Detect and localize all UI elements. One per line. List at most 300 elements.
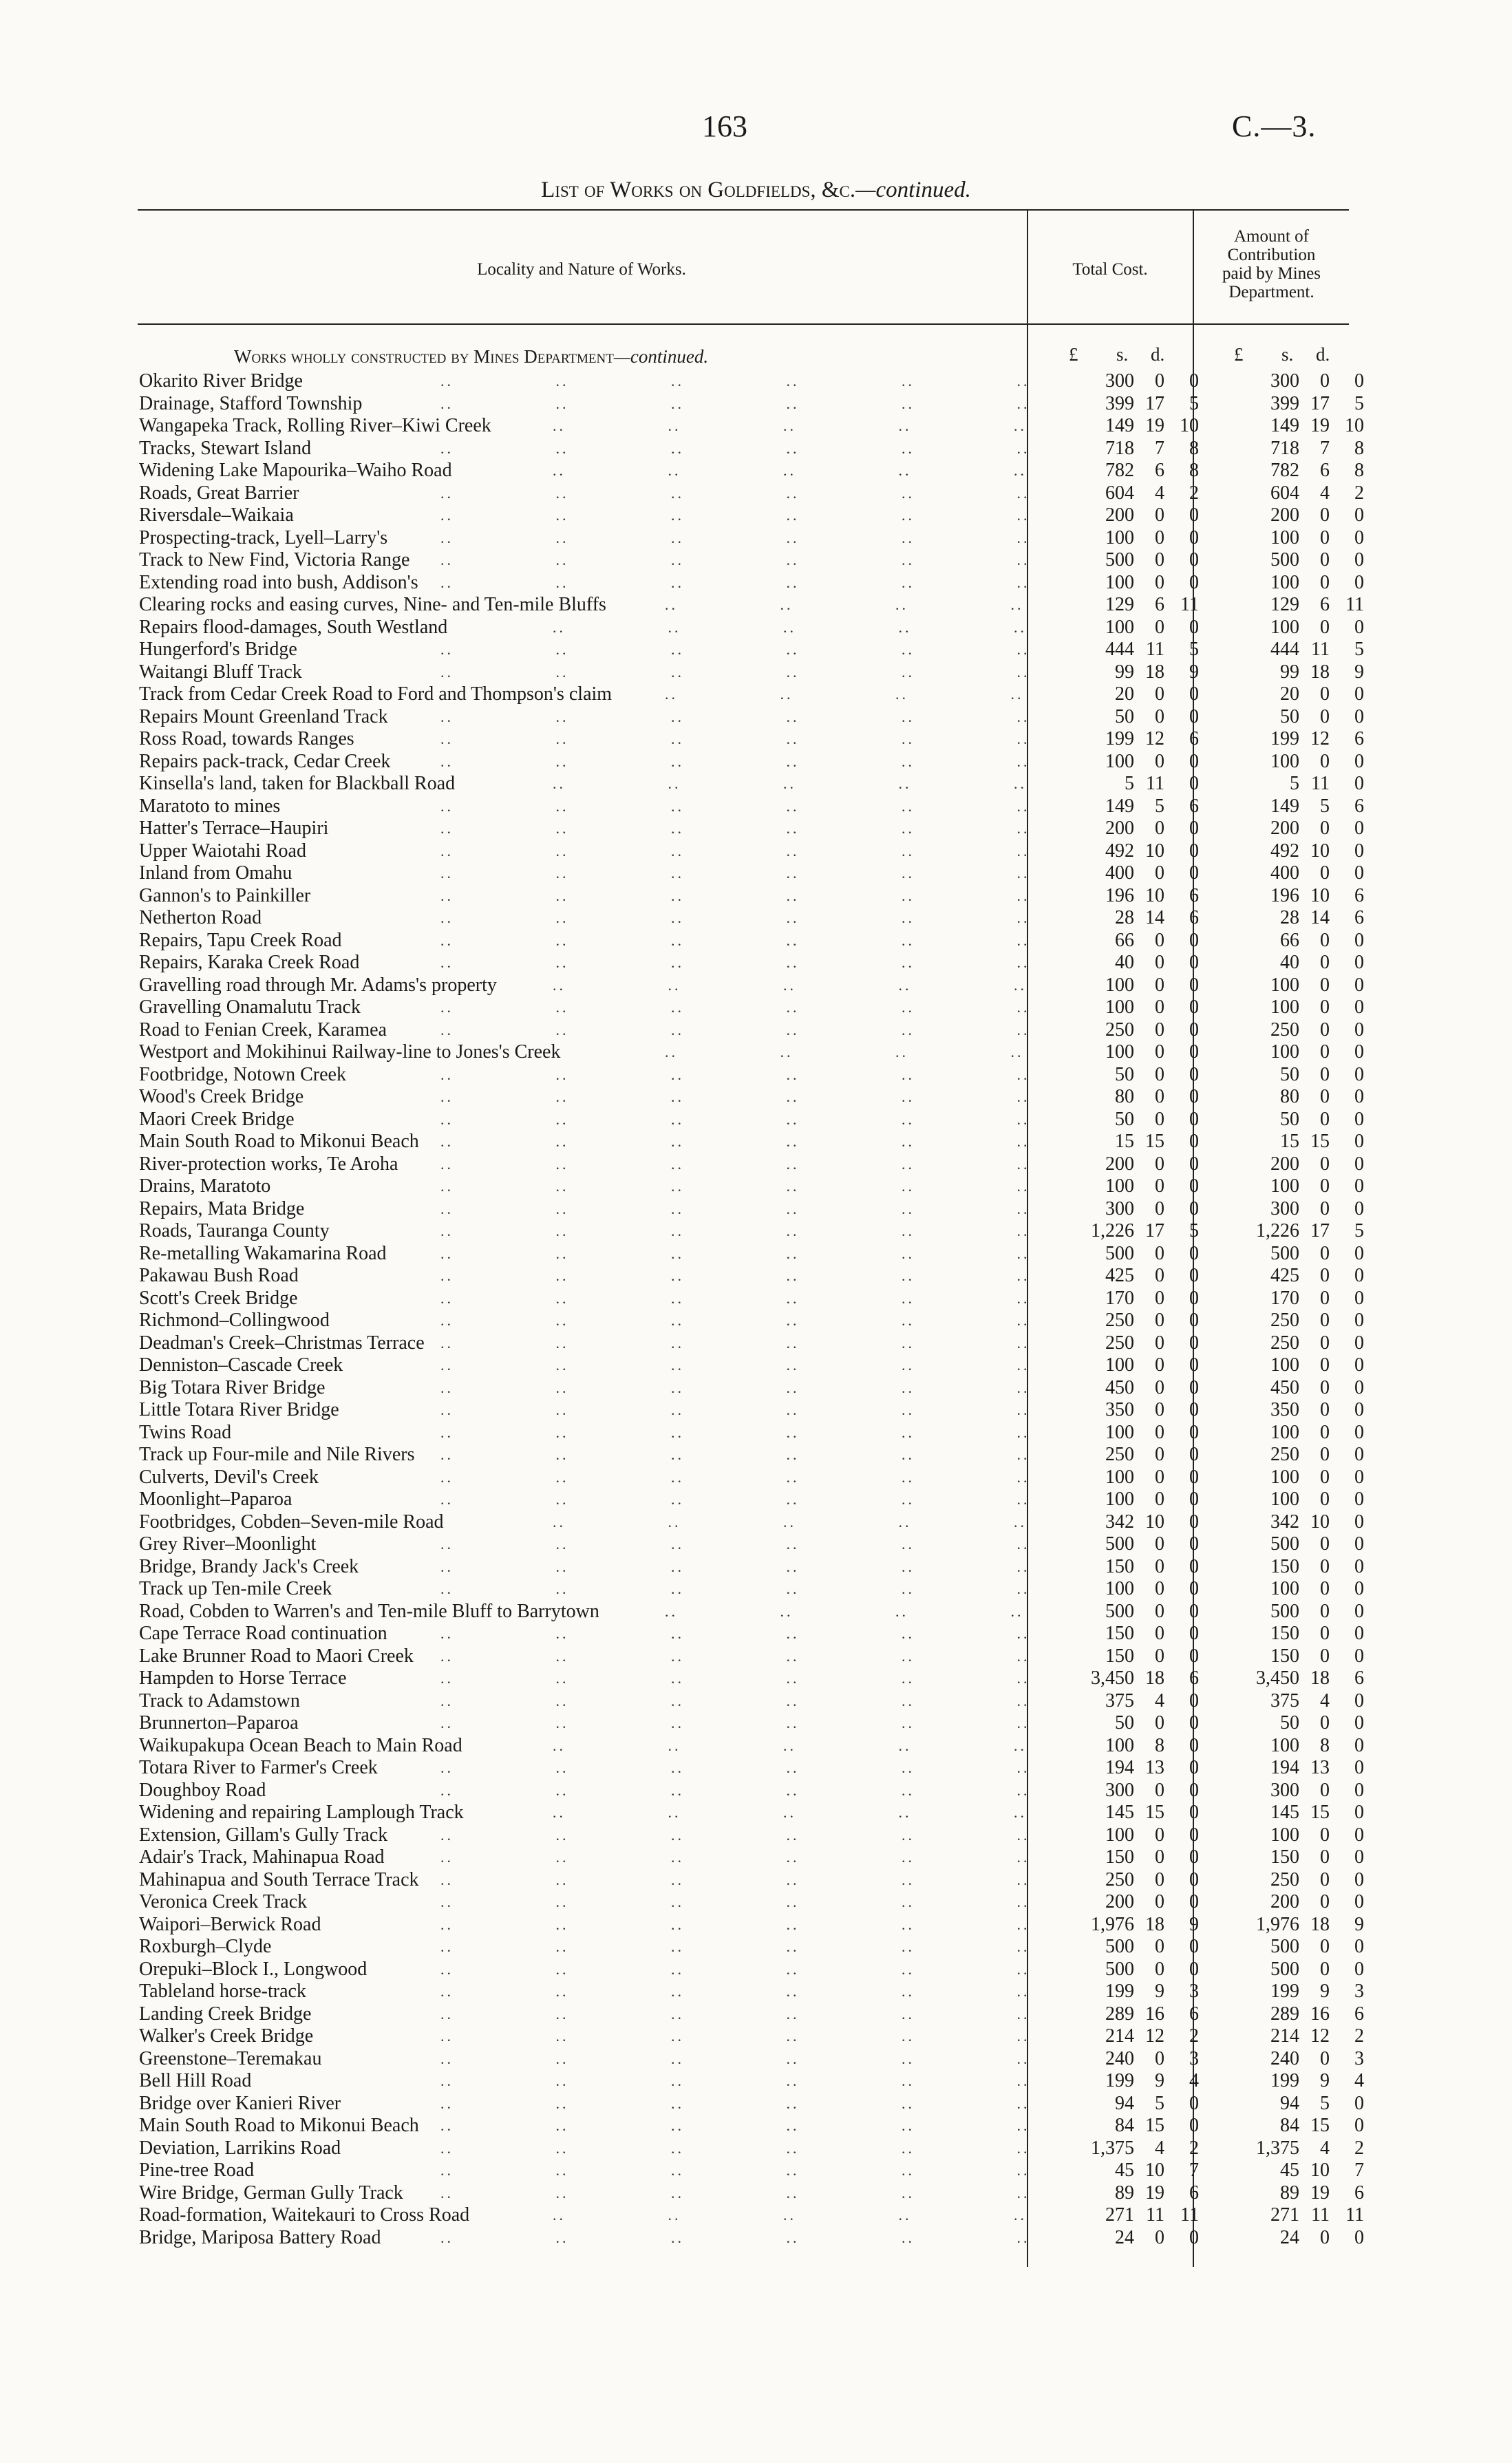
- work-name: Widening and repairing Lamplough Track: [139, 1802, 464, 1823]
- contribution-pence: 0: [1354, 1332, 1364, 1354]
- contribution-shillings: 0: [1320, 996, 1330, 1018]
- table-row: [0, 1801, 1512, 1824]
- leader-dots: .. .. .. .. .. ..: [440, 752, 1030, 770]
- leader-dots: .. .. .. .. ..: [553, 462, 1027, 479]
- contribution-pounds: 150: [1270, 1645, 1299, 1667]
- total-pence: 0: [1189, 1444, 1199, 1465]
- table-row: [0, 1063, 1512, 1086]
- total-pence: 0: [1189, 818, 1199, 839]
- work-name: Repairs, Tapu Creek Road: [139, 929, 342, 951]
- work-name: Ross Road, towards Ranges: [139, 728, 354, 749]
- contribution-pence: 0: [1354, 1578, 1364, 1599]
- contribution-pounds: 100: [1270, 750, 1299, 772]
- total-shillings: 17: [1145, 392, 1164, 414]
- total-pounds: 145: [1105, 1802, 1134, 1823]
- table-row: [0, 414, 1512, 437]
- total-pence: 6: [1189, 2182, 1199, 2204]
- contribution-shillings: 12: [1310, 728, 1330, 749]
- currency-pounds: £: [1069, 344, 1078, 365]
- leader-dots: .. .. .. .. .. ..: [440, 2027, 1030, 2045]
- contribution-pounds: 200: [1270, 1891, 1299, 1912]
- table-row: [0, 1085, 1512, 1108]
- total-pence: 0: [1189, 1689, 1199, 1712]
- work-name: Doughboy Road: [139, 1779, 266, 1801]
- work-name: Westport and Mokihinui Railway-line to Jones's Creek: [139, 1041, 561, 1063]
- total-shillings: 11: [1146, 2204, 1164, 2226]
- leader-dots: .. .. .. .. .. ..: [440, 641, 1030, 658]
- contribution-pounds: 149: [1270, 415, 1299, 436]
- work-name: Footbridge, Notown Creek: [139, 1063, 346, 1085]
- total-shillings: 0: [1155, 1086, 1164, 1107]
- total-shillings: 0: [1155, 1645, 1164, 1667]
- total-shillings: 0: [1155, 929, 1164, 951]
- contribution-shillings: 0: [1320, 504, 1330, 526]
- table-row: [0, 392, 1512, 415]
- total-pounds: 500: [1105, 1958, 1134, 1980]
- total-pounds: 196: [1105, 884, 1134, 906]
- contribution-pounds: 50: [1280, 1712, 1299, 1734]
- contribution-pounds: 100: [1270, 1041, 1299, 1063]
- contribution-pounds: 200: [1270, 818, 1299, 839]
- contribution-pounds: 3,450: [1256, 1667, 1299, 1689]
- contribution-pounds: 150: [1270, 1846, 1299, 1868]
- table-row: [0, 548, 1512, 571]
- total-pounds: 300: [1105, 370, 1134, 392]
- contribution-shillings: 0: [1320, 1533, 1330, 1555]
- total-pounds: 250: [1105, 1868, 1134, 1890]
- contribution-shillings: 9: [1320, 1981, 1330, 2002]
- table-row: [0, 2226, 1512, 2249]
- leader-dots: .. .. .. .. .. ..: [440, 1714, 1030, 1731]
- total-shillings: 8: [1155, 1734, 1164, 1756]
- total-shillings: 6: [1155, 594, 1164, 615]
- total-shillings: 11: [1146, 639, 1164, 660]
- contribution-pounds: 444: [1270, 639, 1299, 660]
- contribution-pounds: 5: [1290, 773, 1299, 794]
- contribution-pence: 5: [1354, 1220, 1364, 1241]
- work-name: Bridge, Brandy Jack's Creek: [139, 1555, 359, 1577]
- total-pounds: 100: [1105, 1354, 1134, 1376]
- work-name: Extending road into bush, Addison's: [139, 571, 418, 593]
- total-shillings: 10: [1145, 2160, 1164, 2181]
- table-row: [0, 1197, 1512, 1220]
- contribution-pounds: 24: [1280, 2226, 1299, 2248]
- contribution-pounds: 100: [1270, 974, 1299, 996]
- total-pounds: 50: [1115, 1712, 1134, 1734]
- table-row: [0, 1824, 1512, 1846]
- total-shillings: 0: [1155, 1936, 1164, 1957]
- header-contribution-line: Amount of: [1233, 227, 1310, 246]
- work-name: Deadman's Creek–Christmas Terrace: [139, 1332, 425, 1354]
- work-name: Hampden to Horse Terrace: [139, 1667, 347, 1689]
- total-pounds: 150: [1105, 1846, 1134, 1868]
- contribution-pence: 0: [1354, 1197, 1364, 1219]
- total-shillings: 0: [1155, 1600, 1164, 1622]
- total-pounds: 500: [1105, 549, 1134, 571]
- leader-dots: .. .. .. .. .. ..: [440, 1983, 1030, 2000]
- total-pence: 4: [1189, 2070, 1199, 2091]
- table-row: [0, 2092, 1512, 2115]
- total-shillings: 0: [1155, 370, 1164, 392]
- table-row: [0, 482, 1512, 504]
- total-shillings: 0: [1155, 526, 1164, 548]
- total-pence: 6: [1189, 795, 1199, 817]
- table-row: [0, 884, 1512, 907]
- total-pence: 0: [1189, 1197, 1199, 1219]
- work-name: Adair's Track, Mahinapua Road: [139, 1846, 385, 1868]
- total-pounds: 200: [1105, 1891, 1134, 1912]
- contribution-pence: 0: [1354, 1310, 1364, 1331]
- table-row: [0, 1443, 1512, 1466]
- contribution-pence: 0: [1354, 370, 1364, 392]
- contribution-pence: 0: [1354, 1466, 1364, 1488]
- work-name: Roads, Great Barrier: [139, 482, 299, 504]
- work-name: Cape Terrace Road continuation: [139, 1623, 387, 1644]
- contribution-pounds: 80: [1280, 1086, 1299, 1107]
- leader-dots: .. .. .. .. .. ..: [440, 1334, 1030, 1352]
- table-row: [0, 1153, 1512, 1175]
- contribution-pence: 0: [1354, 2226, 1364, 2248]
- contribution-pounds: 400: [1270, 862, 1299, 884]
- contribution-pounds: 100: [1270, 1824, 1299, 1846]
- contribution-pence: 0: [1354, 1108, 1364, 1130]
- total-pence: 0: [1189, 1421, 1199, 1443]
- leader-dots: .. .. .. .. .. ..: [440, 2005, 1030, 2023]
- contribution-pence: 0: [1354, 1824, 1364, 1846]
- total-pence: 9: [1189, 1913, 1199, 1935]
- table-row: [0, 1913, 1512, 1936]
- table-row: [0, 1511, 1512, 1533]
- contribution-shillings: 0: [1320, 2226, 1330, 2248]
- header-total-cost: Total Cost.: [1072, 260, 1148, 279]
- contribution-pence: 3: [1354, 2047, 1364, 2069]
- contribution-pounds: 94: [1280, 2092, 1299, 2114]
- total-pence: 6: [1189, 1667, 1199, 1689]
- table-row: [0, 1577, 1512, 1600]
- work-name: Little Totara River Bridge: [139, 1399, 339, 1420]
- leader-dots: .. .. .. .. .. ..: [440, 1065, 1030, 1083]
- contribution-pence: 0: [1354, 1265, 1364, 1286]
- total-pence: 0: [1189, 1310, 1199, 1331]
- total-pence: 0: [1189, 1779, 1199, 1801]
- total-pounds: 50: [1115, 1063, 1134, 1085]
- total-shillings: 18: [1145, 1667, 1164, 1689]
- contribution-shillings: 0: [1320, 1332, 1330, 1354]
- leader-dots: .. .. .. .. .. ..: [440, 1110, 1030, 1128]
- contribution-shillings: 5: [1320, 2092, 1330, 2114]
- contribution-pence: 0: [1354, 571, 1364, 593]
- total-shillings: 0: [1155, 616, 1164, 638]
- total-shillings: 10: [1145, 884, 1164, 906]
- total-pounds: 50: [1115, 1108, 1134, 1130]
- total-pence: 0: [1189, 1555, 1199, 1577]
- contribution-pounds: 100: [1270, 1578, 1299, 1599]
- total-pence: 0: [1189, 1332, 1199, 1354]
- table-row: [0, 1622, 1512, 1645]
- contribution-shillings: 0: [1320, 862, 1330, 884]
- total-shillings: 0: [1155, 1466, 1164, 1488]
- contribution-pence: 0: [1354, 1399, 1364, 1420]
- work-name: Waipori–Berwick Road: [139, 1913, 321, 1935]
- total-shillings: 15: [1145, 1802, 1164, 1823]
- contribution-pounds: 250: [1270, 1019, 1299, 1041]
- contribution-pounds: 604: [1270, 482, 1299, 504]
- total-shillings: 6: [1155, 460, 1164, 481]
- contribution-shillings: 0: [1320, 1868, 1330, 1890]
- total-shillings: 0: [1155, 1779, 1164, 1801]
- table-row: [0, 951, 1512, 974]
- work-name: Maori Creek Bridge: [139, 1108, 295, 1130]
- leader-dots: .. .. .. .. .. ..: [440, 394, 1030, 412]
- total-pounds: 342: [1105, 1511, 1134, 1533]
- table-row: [0, 996, 1512, 1019]
- contribution-pounds: 500: [1270, 1533, 1299, 1555]
- table-row: [0, 2069, 1512, 2092]
- contribution-pounds: 50: [1280, 705, 1299, 727]
- total-pounds: 40: [1115, 952, 1134, 973]
- contribution-pounds: 100: [1270, 1175, 1299, 1197]
- work-name: Moonlight–Paparoa: [139, 1489, 292, 1510]
- contribution-pounds: 100: [1270, 571, 1299, 593]
- leader-dots: .. .. .. .. .. ..: [440, 820, 1030, 837]
- total-pence: 6: [1189, 907, 1199, 928]
- total-pence: 3: [1189, 2047, 1199, 2069]
- total-shillings: 0: [1155, 1712, 1164, 1734]
- work-name: Pakawau Bush Road: [139, 1265, 299, 1286]
- total-pence: 0: [1189, 526, 1199, 548]
- header-contribution-line: Contribution: [1227, 246, 1316, 264]
- total-shillings: 16: [1145, 2003, 1164, 2025]
- total-pence: 11: [1180, 594, 1199, 615]
- total-pence: 6: [1189, 884, 1199, 906]
- contribution-shillings: 0: [1320, 705, 1330, 727]
- total-pence: 0: [1189, 840, 1199, 862]
- contribution-pence: 0: [1354, 705, 1364, 727]
- contribution-pounds: 194: [1270, 1757, 1299, 1778]
- total-pence: 0: [1189, 1399, 1199, 1420]
- contribution-pence: 4: [1354, 2070, 1364, 2091]
- work-name: Greenstone–Teremakau: [139, 2047, 322, 2069]
- contribution-shillings: 17: [1310, 1220, 1330, 1241]
- contribution-pence: 0: [1354, 2115, 1364, 2136]
- work-name: Repairs, Karaka Creek Road: [139, 952, 360, 973]
- leader-dots: .. .. .. .. .. ..: [440, 1893, 1030, 1910]
- contribution-pounds: 150: [1270, 1555, 1299, 1577]
- total-pence: 0: [1189, 929, 1199, 951]
- contribution-pence: 0: [1354, 2092, 1364, 2114]
- contribution-pence: 0: [1354, 1734, 1364, 1756]
- contribution-pence: 5: [1354, 639, 1364, 660]
- contribution-pounds: 199: [1270, 2070, 1299, 2091]
- table-row: [0, 1779, 1512, 1802]
- contribution-pounds: 150: [1270, 1623, 1299, 1644]
- contribution-pence: 0: [1354, 1555, 1364, 1577]
- table-row: [0, 974, 1512, 996]
- leader-dots: .. .. .. ..: [665, 596, 1024, 613]
- total-shillings: 0: [1155, 705, 1164, 727]
- contribution-pounds: 20: [1280, 683, 1299, 705]
- total-pence: 6: [1189, 2003, 1199, 2025]
- total-pence: 0: [1189, 1086, 1199, 1107]
- total-shillings: 10: [1145, 840, 1164, 862]
- currency-shillings: s.: [1116, 344, 1129, 365]
- total-pounds: 444: [1105, 639, 1134, 660]
- total-pounds: 100: [1105, 750, 1134, 772]
- contribution-pounds: 50: [1280, 1108, 1299, 1130]
- work-name: Gravelling Onamalutu Track: [139, 996, 361, 1018]
- contribution-shillings: 0: [1320, 1846, 1330, 1868]
- total-pence: 6: [1189, 728, 1199, 749]
- total-pounds: 100: [1105, 1466, 1134, 1488]
- contribution-pounds: 1,976: [1256, 1913, 1299, 1935]
- total-shillings: 0: [1155, 1868, 1164, 1890]
- total-pounds: 50: [1115, 705, 1134, 727]
- contribution-shillings: 0: [1320, 1555, 1330, 1577]
- total-pence: 0: [1189, 1645, 1199, 1667]
- total-shillings: 0: [1155, 1108, 1164, 1130]
- contribution-shillings: 0: [1320, 1623, 1330, 1644]
- work-name: Upper Waiotahi Road: [139, 840, 306, 862]
- table-row: [0, 459, 1512, 482]
- table-row: [0, 727, 1512, 750]
- currency-pence: d.: [1316, 344, 1330, 365]
- total-shillings: 7: [1155, 437, 1164, 459]
- total-shillings: 0: [1155, 1555, 1164, 1577]
- leader-dots: .. .. .. .. .. ..: [440, 573, 1030, 591]
- contribution-shillings: 11: [1311, 639, 1330, 660]
- leader-dots: .. .. .. ..: [665, 1043, 1024, 1060]
- contribution-pence: 6: [1354, 907, 1364, 928]
- total-pounds: 500: [1105, 1242, 1134, 1264]
- leader-dots: .. .. .. .. .. ..: [440, 529, 1030, 546]
- title-main: List of Works on Goldfields, &c.: [541, 178, 856, 202]
- work-name: Wangapeka Track, Rolling River–Kiwi Creek: [139, 415, 491, 436]
- total-pounds: 100: [1105, 571, 1134, 593]
- contribution-pence: 8: [1354, 460, 1364, 481]
- contribution-shillings: 0: [1320, 616, 1330, 638]
- contribution-pence: 6: [1354, 728, 1364, 749]
- work-name: Lake Brunner Road to Maori Creek: [139, 1645, 414, 1667]
- contribution-shillings: 0: [1320, 952, 1330, 973]
- total-pounds: 99: [1115, 661, 1134, 683]
- total-shillings: 0: [1155, 683, 1164, 705]
- contribution-pence: 6: [1354, 2182, 1364, 2204]
- contribution-shillings: 0: [1320, 1197, 1330, 1219]
- header-contribution: [1194, 227, 1349, 301]
- total-pounds: 200: [1105, 818, 1134, 839]
- leader-dots: .. .. .. .. .. ..: [440, 1647, 1030, 1665]
- total-pence: 7: [1189, 2160, 1199, 2181]
- table-row: [0, 437, 1512, 460]
- table-row: [0, 1846, 1512, 1868]
- total-pounds: 15: [1115, 1131, 1134, 1152]
- total-pence: 0: [1189, 370, 1199, 392]
- section-title: Works wholly constructed by Mines Department: [234, 346, 614, 367]
- total-pounds: 3,450: [1091, 1667, 1134, 1689]
- table-row: [0, 1868, 1512, 1891]
- total-pounds: 194: [1105, 1757, 1134, 1778]
- total-shillings: 19: [1145, 2182, 1164, 2204]
- work-name: Repairs pack-track, Cedar Creek: [139, 750, 391, 772]
- leader-dots: .. .. .. .. .. ..: [440, 1401, 1030, 1418]
- total-pounds: 1,976: [1091, 1913, 1134, 1935]
- contribution-shillings: 19: [1310, 415, 1330, 436]
- contribution-pence: 11: [1345, 594, 1364, 615]
- contribution-shillings: 10: [1310, 884, 1330, 906]
- contribution-pence: 0: [1354, 974, 1364, 996]
- work-name: Track from Cedar Creek Road to Ford and Thompson's claim: [139, 683, 613, 705]
- work-name: River-protection works, Te Aroha: [139, 1153, 398, 1175]
- contribution-shillings: 0: [1320, 1175, 1330, 1197]
- leader-dots: .. .. .. .. .. ..: [440, 1177, 1030, 1195]
- total-shillings: 0: [1155, 996, 1164, 1018]
- total-shillings: 0: [1155, 1242, 1164, 1264]
- table-row: [0, 638, 1512, 661]
- total-pence: 0: [1189, 952, 1199, 973]
- leader-dots: .. .. .. .. .. ..: [440, 551, 1030, 568]
- total-pence: 0: [1189, 1824, 1199, 1846]
- contribution-shillings: 5: [1320, 795, 1330, 817]
- table-row: [0, 1958, 1512, 1981]
- leader-dots: .. .. .. .. .. ..: [440, 1468, 1030, 1486]
- contribution-shillings: 0: [1320, 526, 1330, 548]
- total-pounds: 500: [1105, 1600, 1134, 1622]
- contribution-pence: 3: [1354, 1981, 1364, 2002]
- total-shillings: 0: [1155, 1578, 1164, 1599]
- contribution-pence: 0: [1354, 1421, 1364, 1443]
- work-name: Drainage, Stafford Township: [139, 392, 363, 414]
- contribution-pence: 0: [1354, 526, 1364, 548]
- total-shillings: 0: [1155, 1354, 1164, 1376]
- leader-dots: .. .. .. .. .. ..: [440, 1870, 1030, 1888]
- total-pence: 0: [1189, 2092, 1199, 2114]
- total-shillings: 0: [1155, 1489, 1164, 1510]
- total-shillings: 0: [1155, 1958, 1164, 1980]
- leader-dots: .. .. .. .. .. ..: [440, 1289, 1030, 1307]
- total-pounds: 100: [1105, 996, 1134, 1018]
- contribution-pence: 0: [1354, 1936, 1364, 1957]
- total-pounds: 100: [1105, 1824, 1134, 1846]
- leader-dots: .. .. .. .. .. ..: [440, 372, 1030, 390]
- total-pounds: 300: [1105, 1779, 1134, 1801]
- work-name: Okarito River Bridge: [139, 370, 303, 392]
- total-pounds: 604: [1105, 482, 1134, 504]
- contribution-pounds: 425: [1270, 1265, 1299, 1286]
- table-row: [0, 1600, 1512, 1623]
- work-name: Grey River–Moonlight: [139, 1533, 317, 1555]
- work-name: Waikupakupa Ocean Beach to Main Road: [139, 1734, 462, 1756]
- contribution-pounds: 492: [1270, 840, 1299, 862]
- work-name: Road, Cobden to Warren's and Ten-mile Bluff to Barrytown: [139, 1600, 599, 1622]
- total-pounds: 20: [1115, 683, 1134, 705]
- work-name: Track to New Find, Victoria Range: [139, 549, 410, 571]
- contribution-shillings: 13: [1310, 1757, 1330, 1778]
- total-pence: 0: [1189, 1623, 1199, 1644]
- contribution-pence: 0: [1354, 750, 1364, 772]
- leader-dots: .. .. .. .. .. ..: [440, 954, 1030, 971]
- total-shillings: 0: [1155, 571, 1164, 593]
- work-name: Wood's Creek Bridge: [139, 1086, 304, 1107]
- total-pounds: 450: [1105, 1376, 1134, 1398]
- contribution-pounds: 289: [1270, 2003, 1299, 2025]
- total-pence: 0: [1189, 504, 1199, 526]
- contribution-shillings: 0: [1320, 1444, 1330, 1465]
- work-name: Veronica Creek Track: [139, 1891, 308, 1912]
- work-name: Bridge, Mariposa Battery Road: [139, 2226, 381, 2248]
- total-shillings: 5: [1155, 2092, 1164, 2114]
- table-row: [0, 1398, 1512, 1421]
- contribution-pence: 0: [1354, 1131, 1364, 1152]
